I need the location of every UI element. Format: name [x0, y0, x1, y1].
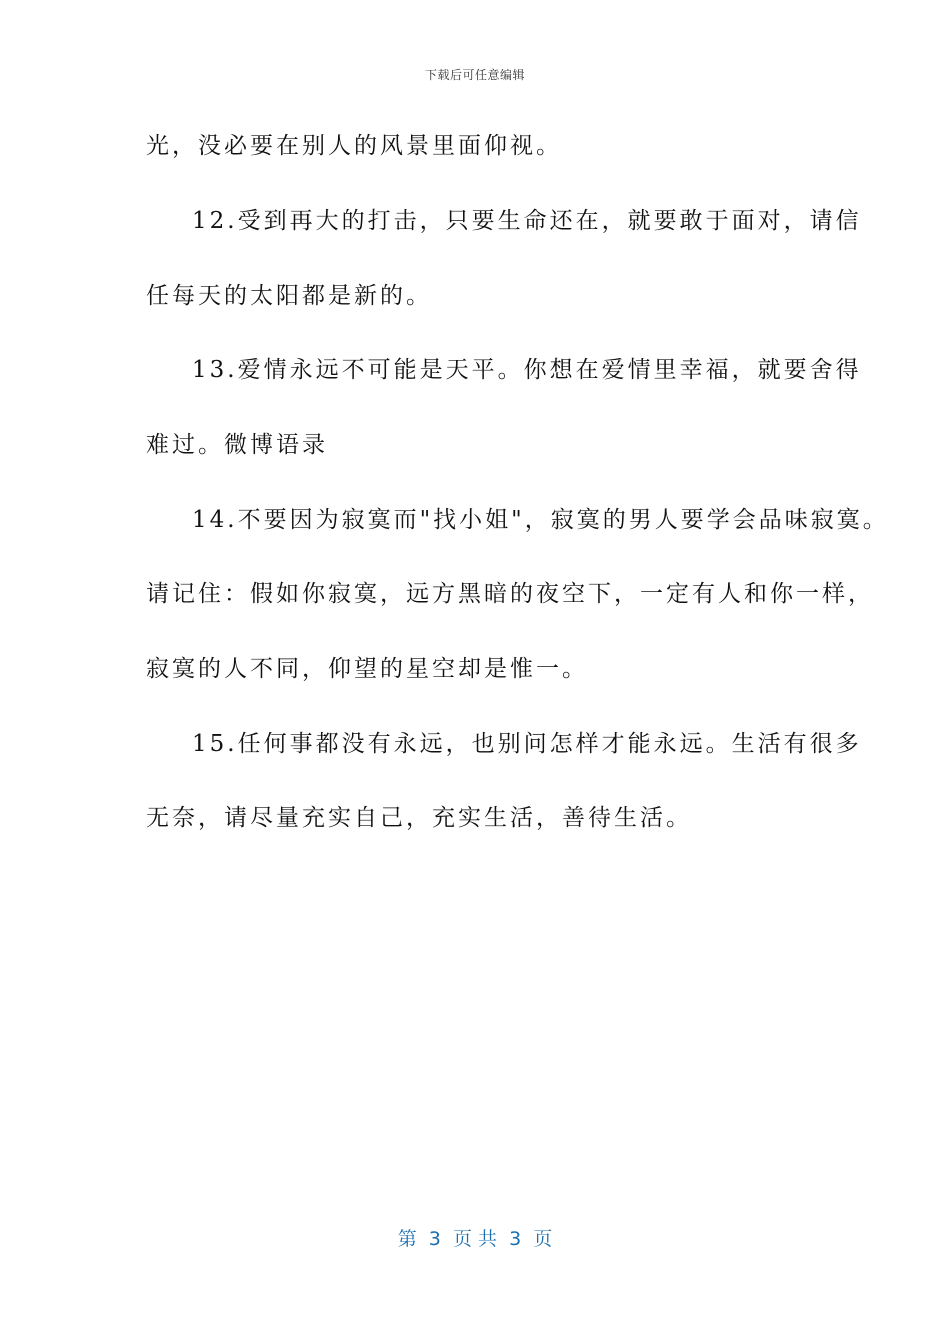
paragraph-line: 寂寞的人不同，仰望的星空却是惟一。 [146, 656, 588, 682]
page-number-footer: 第 3 页 共 3 页 [397, 1228, 553, 1250]
page-header: 下载后可任意编辑 [424, 68, 525, 82]
paragraph-line: 难过。微博语录 [146, 432, 328, 458]
paragraph-line: 13.爱情永远不可能是天平。你想在爱情里幸福，就要舍得 [192, 357, 862, 383]
paragraph-line: 14.不要因为寂寞而"找小姐"，寂寞的男人要学会品味寂寞。 [192, 507, 889, 533]
paragraph-line: 无奈，请尽量充实自己，充实生活，善待生活。 [146, 805, 692, 831]
paragraph-line: 15.任何事都没有永远，也别问怎样才能永远。生活有很多 [192, 731, 862, 757]
paragraph-line: 任每天的太阳都是新的。 [146, 283, 432, 309]
paragraph-line: 12.受到再大的打击，只要生命还在，就要敢于面对，请信 [192, 208, 862, 234]
paragraph-line: 光，没必要在别人的风景里面仰视。 [146, 133, 562, 159]
paragraph-line: 请记住：假如你寂寞，远方黑暗的夜空下，一定有人和你一样， [146, 581, 874, 607]
